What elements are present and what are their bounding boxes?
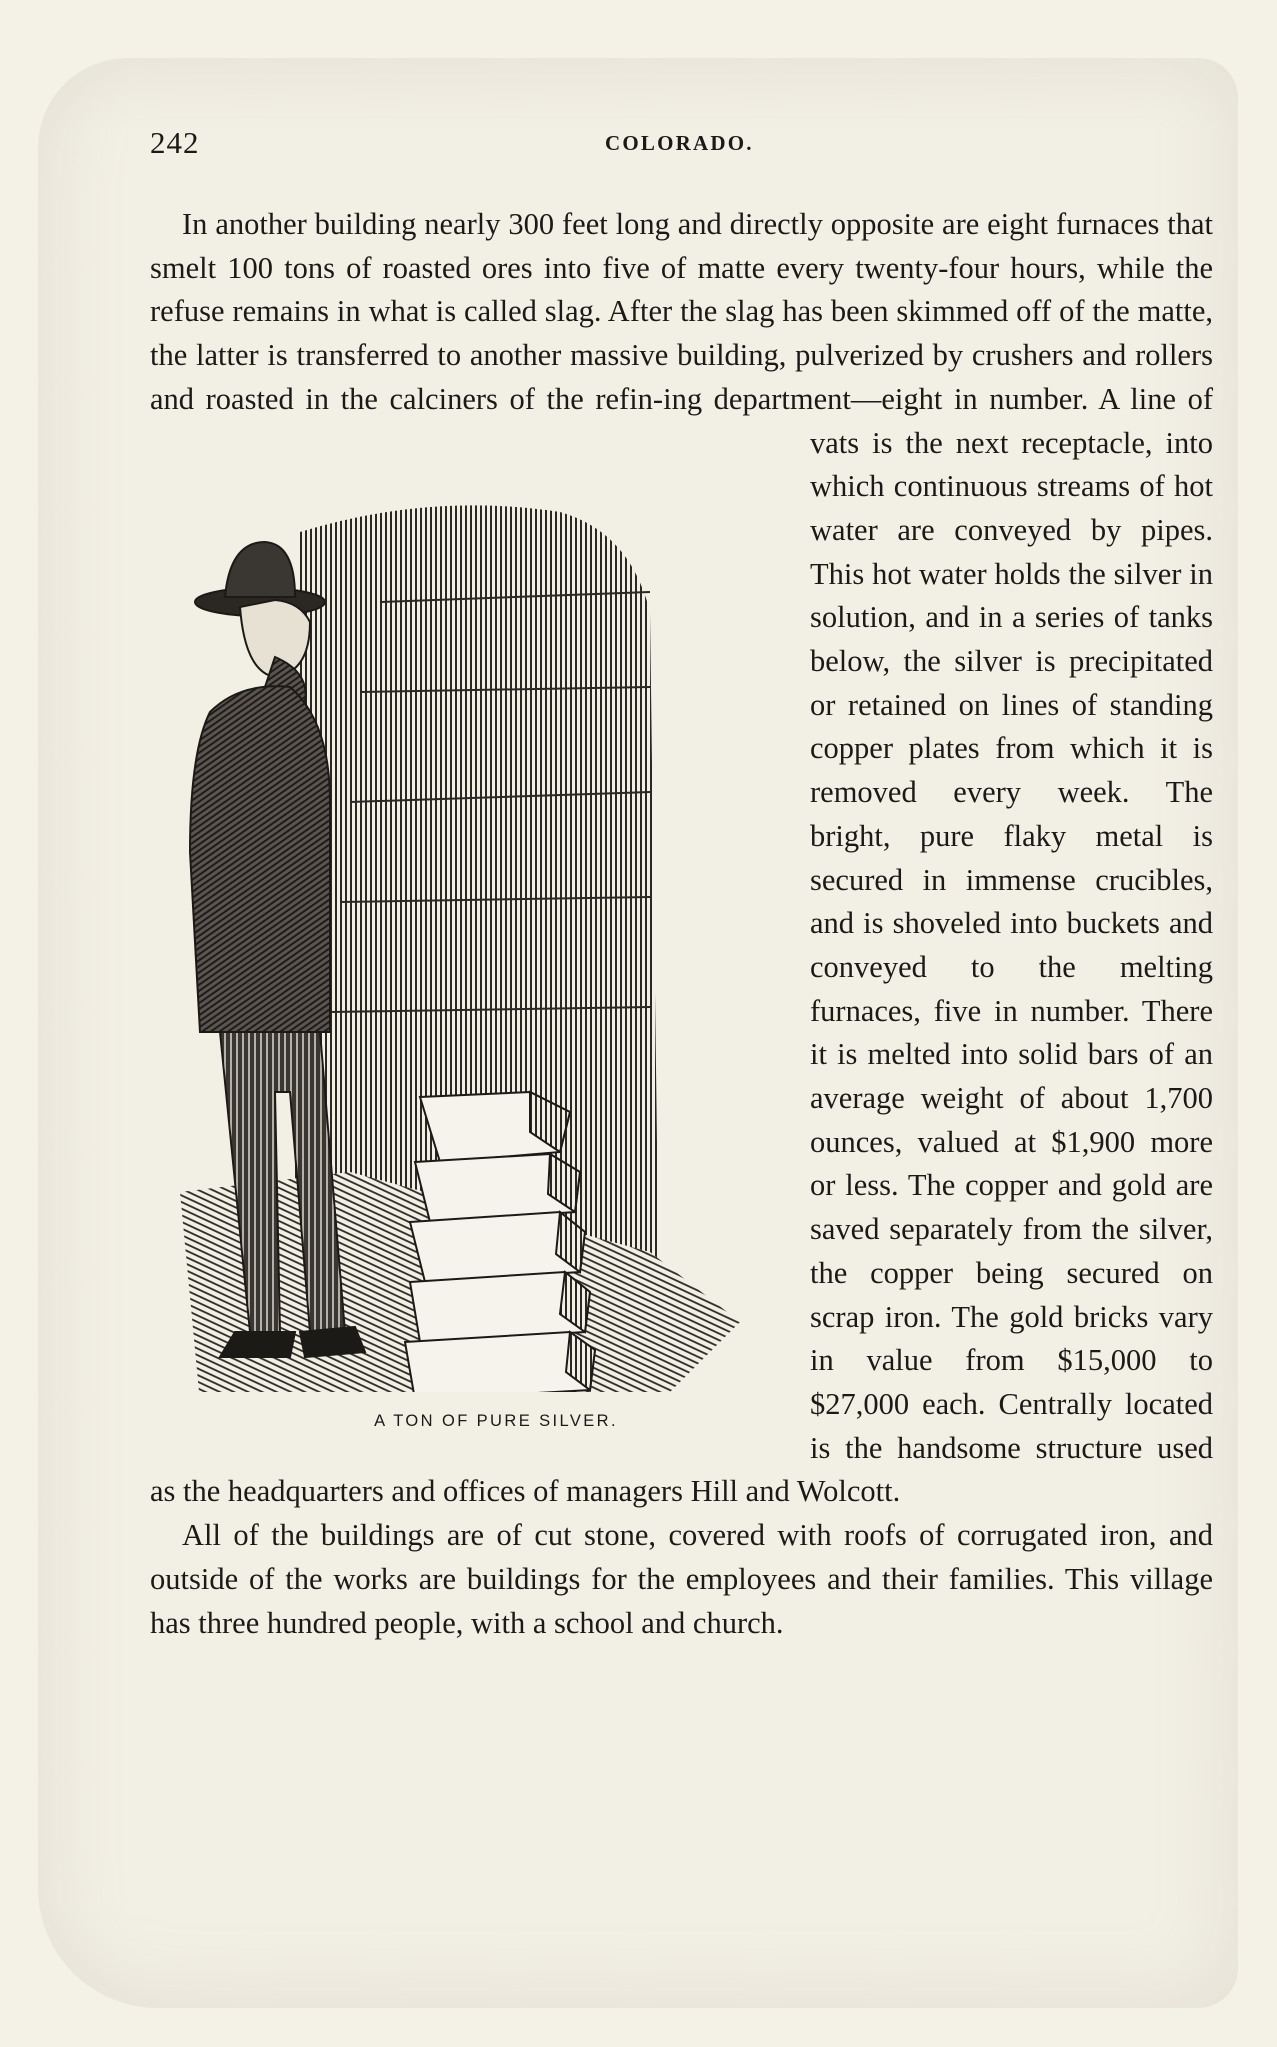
figure-caption: A TON OF PURE SILVER. bbox=[374, 1411, 618, 1430]
paragraph-1-intro: In another building nearly 300 feet long and directly opposite are eight furnaces that smelt 100 tons of roasted ores into five of matte every twenty-four hours, while the refuse remains in what is called slag. After the slag has been skimmed off of the matte, the latter is transferred to another massive building, pulverized by crushers and rollers and roasted in the calciners of the refin- bbox=[150, 207, 1213, 416]
figure bbox=[0, 422, 810, 1467]
silver-bars-engraving bbox=[180, 472, 780, 1392]
paragraph-1-continued: ing department—eight in number. A line of vats is the next receptacle, into which continuous streams of hot water are conveyed by pipes. This hot water holds the silver in solution, and in a series of tanks below, the silver is precipitated or retained on lines of standing copper plates from which it is removed every week. The bright, pure flaky metal is secured in immense crucibles, and is shoveled into buckets and conveyed to the melting furnaces, five in number. There it is melted into solid bars of an average weight of about 1,700 ounces, valued at $1,900 more or less. The copper and gold are saved separately from the silver, the copper being secured on scrap iron. The gold bricks vary in value from $15,000 to $27,000 each. Centrally located is the handsome structure used as the headquarters and offices of managers Hill and Wolcott. bbox=[150, 381, 1213, 1509]
body-text bbox=[150, 203, 1213, 1645]
page-number: 242 bbox=[150, 125, 200, 160]
page-header bbox=[150, 125, 1213, 165]
figure-frame bbox=[150, 422, 810, 1467]
paragraph-1 bbox=[150, 203, 1213, 1514]
running-head: COLORADO. bbox=[605, 131, 754, 155]
paragraph-2: All of the buildings are of cut stone, covered with roofs of corrugated iron, and outside of the works are buildings for the employees and their families. This village has three hundred people, with a school and church. bbox=[150, 1518, 1213, 1640]
